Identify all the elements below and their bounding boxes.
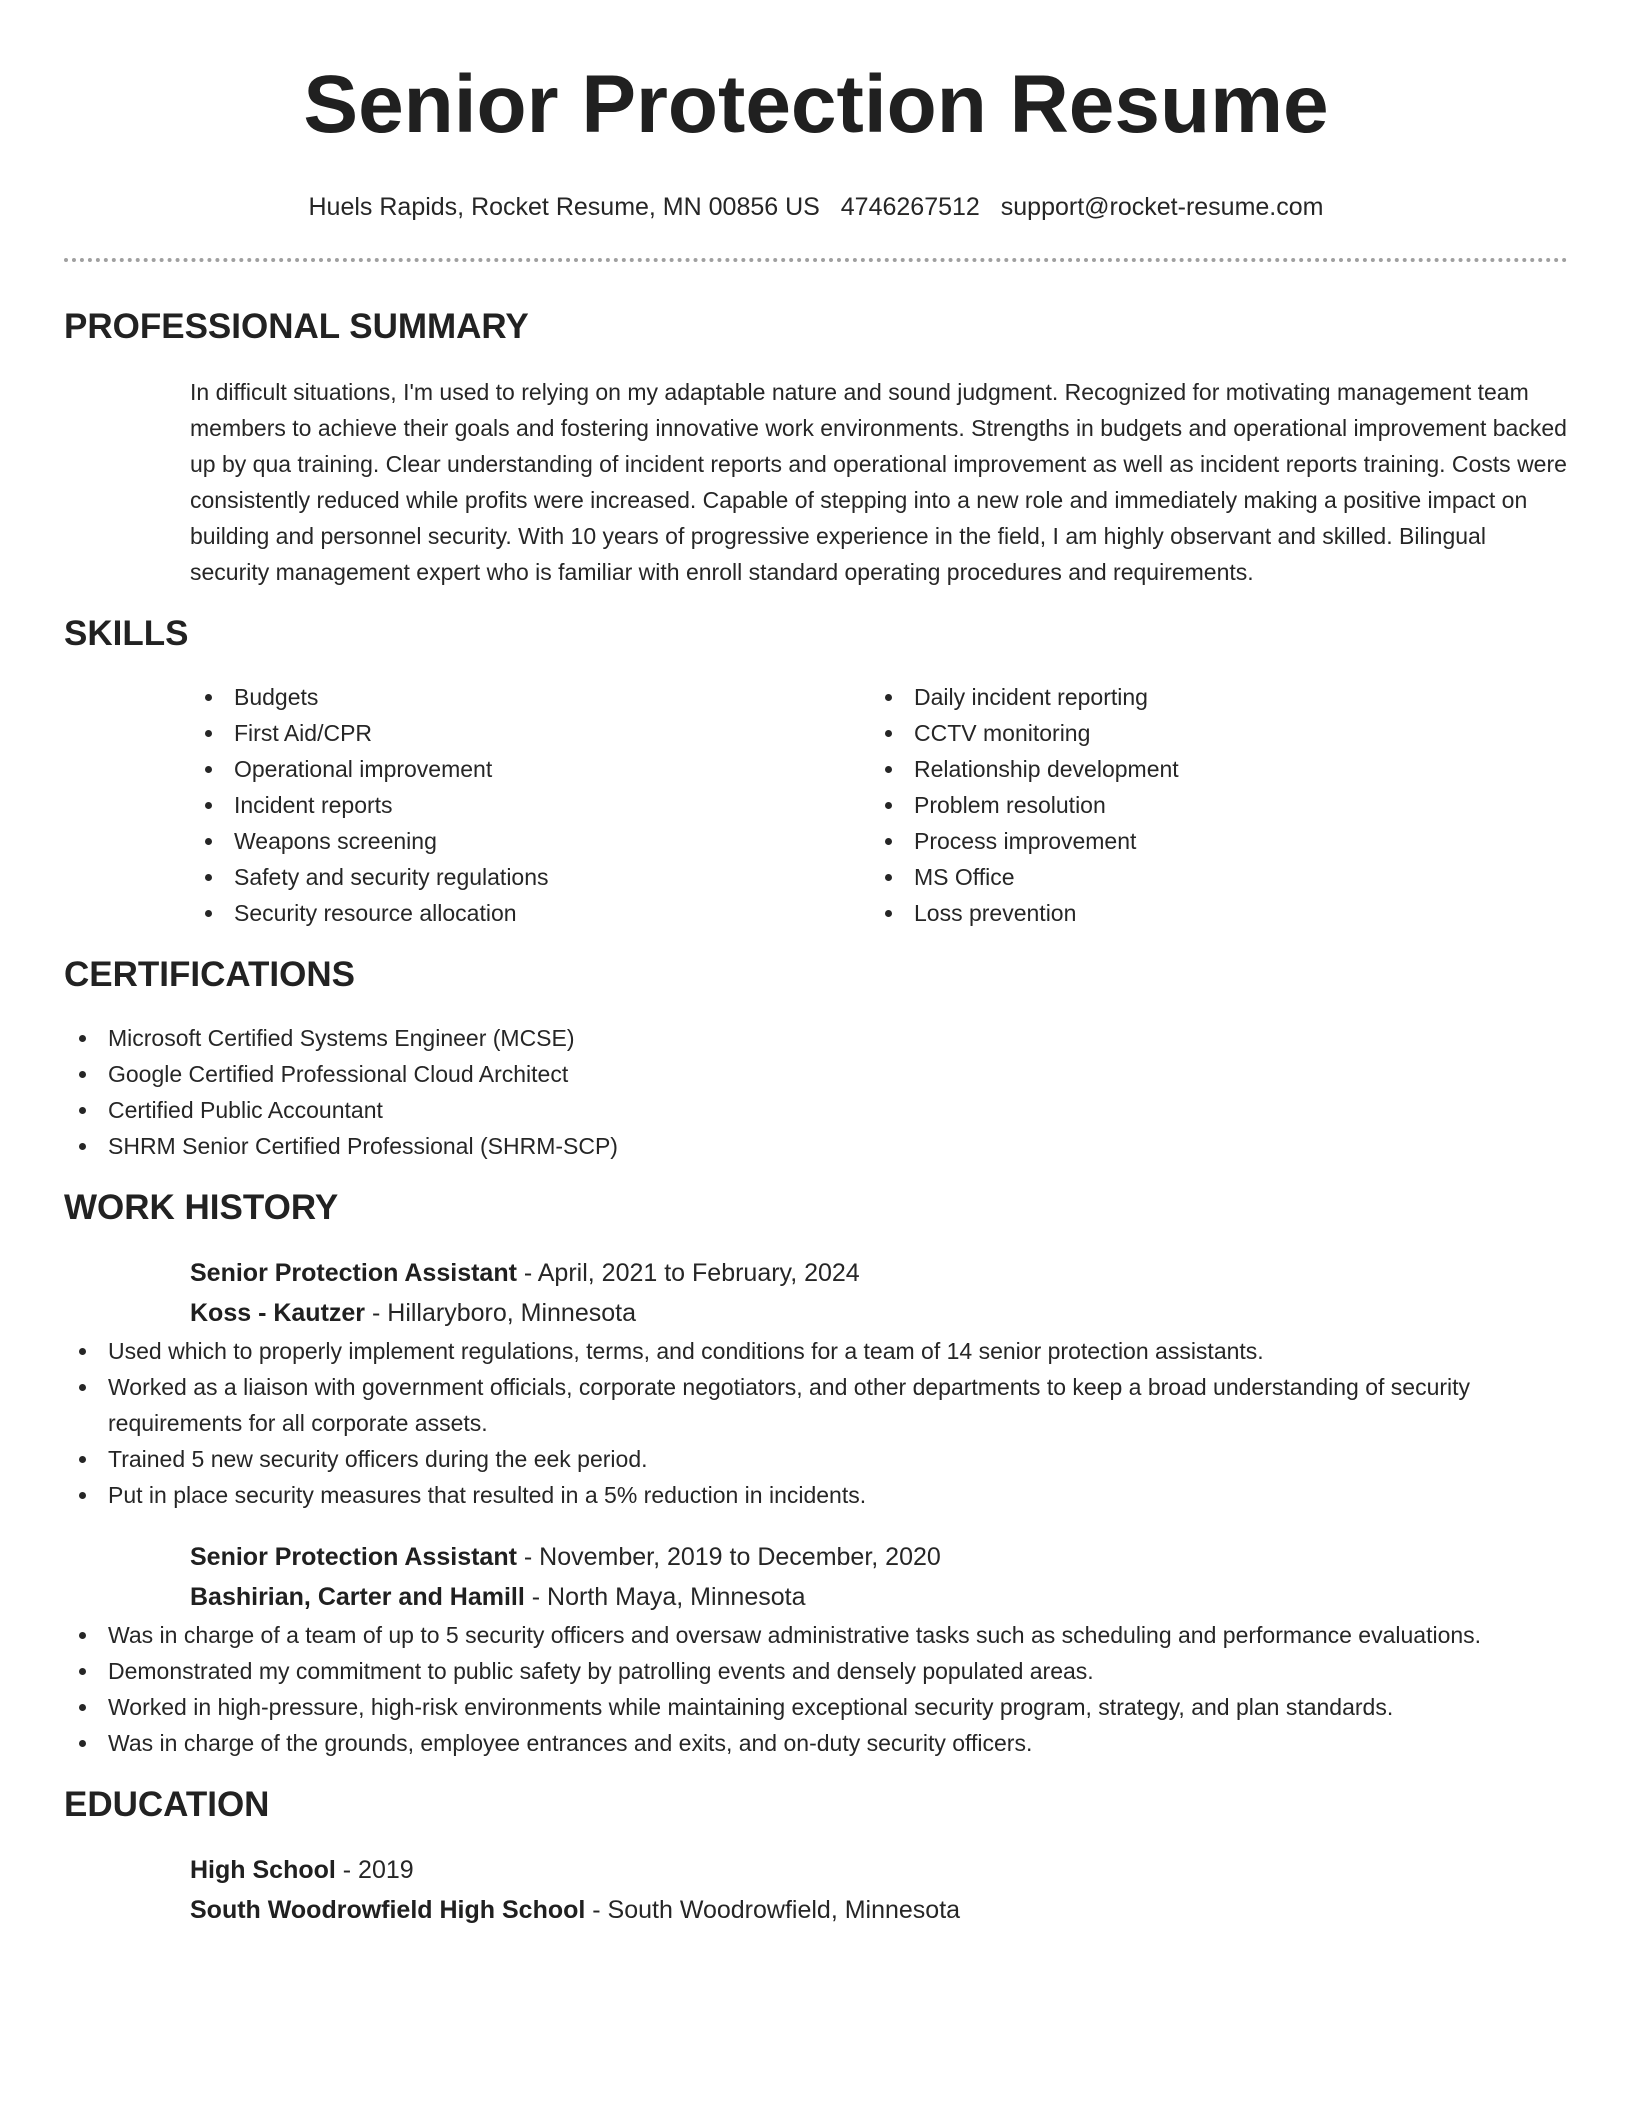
education-degree-line: [190, 1850, 1568, 1890]
certification-item: SHRM Senior Certified Professional (SHRM-SCP): [64, 1128, 1568, 1164]
education-school-line: [190, 1890, 1568, 1930]
skill-item: Incident reports: [190, 787, 870, 823]
skill-item: MS Office: [870, 859, 1550, 895]
job-company: Koss - Kautzer: [190, 1299, 366, 1327]
resume-title: Senior Protection Resume: [303, 59, 1329, 150]
summary-text: In difficult situations, I'm used to relying on my adaptable nature and sound judgment. Recognized for motivating management team members to achieve their goals and fostering innovative work environments. Strengths in budgets and operational improvement backed up by qua training. Clear understanding of incident reports and operational improvement as well as incident reports training. Costs were consistently reduced while profits were increased. Capable of stepping into a new role and immediately making a positive impact on building and personnel security. With 10 years of progressive experience in the field, I am highly observant and skilled. Bilingual security management expert who is familiar with enroll standard operating procedures and requirements.: [190, 379, 1567, 585]
job-bullet: Was in charge of the grounds, employee entrances and exits, and on-duty security officers.: [64, 1725, 1568, 1761]
job-title: Senior Protection Assistant: [190, 1259, 517, 1287]
job-bullet: Trained 5 new security officers during the eek period.: [64, 1441, 1568, 1477]
job-bullet: Put in place security measures that resulted in a 5% reduction in incidents.: [64, 1477, 1568, 1513]
job-bullets: [64, 1333, 1568, 1513]
job-bullets: [64, 1617, 1568, 1761]
certifications-heading: CERTIFICATIONS: [64, 955, 356, 994]
job-company-line: [190, 1293, 1568, 1333]
job-dates: - November, 2019 to December, 2020: [516, 1543, 941, 1571]
job-company: Bashirian, Carter and Hamill: [190, 1583, 525, 1611]
education-school: South Woodrowfield High School: [190, 1896, 586, 1924]
skill-item: Operational improvement: [190, 751, 870, 787]
certifications-list: [64, 1020, 1568, 1164]
job-title: Senior Protection Assistant: [190, 1543, 517, 1571]
skill-item: CCTV monitoring: [870, 715, 1550, 751]
certification-item: Certified Public Accountant: [64, 1092, 1568, 1128]
job-company-line: [190, 1577, 1568, 1617]
skill-item: Problem resolution: [870, 787, 1550, 823]
education-entry: [64, 1850, 1568, 1930]
job-title-line: [190, 1253, 1568, 1293]
skill-item: Loss prevention: [870, 895, 1550, 931]
education-heading: EDUCATION: [64, 1785, 270, 1824]
header-divider: [64, 258, 1568, 262]
job-entry: [64, 1253, 1568, 1333]
skills-list: [64, 679, 1568, 931]
education-degree: High School: [190, 1856, 336, 1884]
certification-item: Microsoft Certified Systems Engineer (MCSE): [64, 1020, 1568, 1056]
skill-item: Daily incident reporting: [870, 679, 1550, 715]
skill-item: Budgets: [190, 679, 870, 715]
job-dates: - April, 2021 to February, 2024: [516, 1259, 860, 1287]
job-bullet: Used which to properly implement regulations, terms, and conditions for a team of 14 senior protection assistants.: [64, 1333, 1568, 1369]
job-bullet: Worked in high-pressure, high-risk environments while maintaining exceptional security program, strategy, and plan standards.: [64, 1689, 1568, 1725]
work-history-heading: WORK HISTORY: [64, 1188, 339, 1227]
skills-heading: SKILLS: [64, 614, 189, 653]
contact-email: support@rocket-resume.com: [1000, 193, 1324, 221]
job-bullet: Demonstrated my commitment to public safety by patrolling events and densely populated areas.: [64, 1653, 1568, 1689]
skill-item: First Aid/CPR: [190, 715, 870, 751]
skill-item: Relationship development: [870, 751, 1550, 787]
contact-address: Huels Rapids, Rocket Resume, MN 00856 US: [308, 193, 820, 221]
job-bullet: Was in charge of a team of up to 5 security officers and oversaw administrative tasks such as scheduling and performance evaluations.: [64, 1617, 1568, 1653]
skills-column-left: [190, 679, 870, 931]
skills-column-right: [870, 679, 1550, 931]
summary-heading: PROFESSIONAL SUMMARY: [64, 307, 529, 346]
contact-phone: 4746267512: [840, 193, 980, 221]
education-year: - 2019: [335, 1856, 414, 1884]
job-location: - North Maya, Minnesota: [524, 1583, 806, 1611]
skill-item: Weapons screening: [190, 823, 870, 859]
skill-item: Process improvement: [870, 823, 1550, 859]
job-bullet: Worked as a liaison with government officials, corporate negotiators, and other departments to keep a broad understanding of security requirements for all corporate assets.: [64, 1369, 1568, 1441]
job-location: - Hillaryboro, Minnesota: [365, 1299, 636, 1327]
job-entry: [64, 1537, 1568, 1617]
education-location: - South Woodrowfield, Minnesota: [585, 1896, 961, 1924]
skill-item: Safety and security regulations: [190, 859, 870, 895]
certification-item: Google Certified Professional Cloud Architect: [64, 1056, 1568, 1092]
contact-line: [64, 192, 1568, 222]
skill-item: Security resource allocation: [190, 895, 870, 931]
job-title-line: [190, 1537, 1568, 1577]
